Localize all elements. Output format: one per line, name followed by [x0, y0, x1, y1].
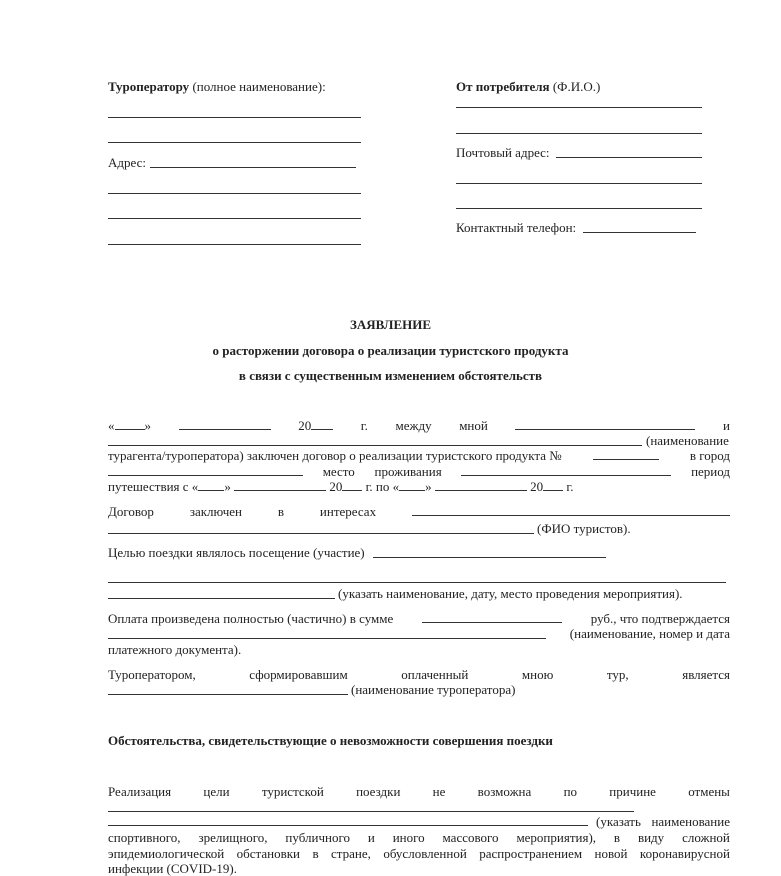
- sender-title: От потребителя: [456, 79, 550, 94]
- sender-postal-line-1[interactable]: [556, 157, 702, 158]
- word-me: мной: [459, 418, 488, 433]
- recipient-heading: [108, 79, 326, 94]
- trip-end-day-field[interactable]: [399, 479, 425, 491]
- tourists-fio-hint: (ФИО туристов).: [537, 521, 631, 536]
- recipient-address-line-2[interactable]: [108, 193, 361, 194]
- residence-field[interactable]: [461, 464, 671, 476]
- date-year: 20: [298, 418, 333, 433]
- to-city-label: в город: [689, 448, 730, 463]
- trip-purpose-label: Целью поездки являлось посещение (участие): [108, 545, 365, 560]
- payment-label: Оплата произведена полностью (частично) в сумме: [108, 611, 394, 626]
- para6-line-1: Реализация цели туристской поездки не возможна по причине отмены: [108, 784, 730, 799]
- agent-name-line[interactable]: [108, 445, 642, 446]
- date-year-field[interactable]: [311, 418, 333, 430]
- sender-name-line-2[interactable]: [456, 133, 702, 134]
- recipient-name-line-1[interactable]: [108, 117, 361, 118]
- recipient-address-line-3[interactable]: [108, 218, 361, 219]
- event-cancel-hint: (указать наименование: [596, 814, 730, 829]
- date-day-field[interactable]: [115, 418, 145, 430]
- event-cancel-field-2[interactable]: [108, 825, 588, 826]
- word-contract: Договор: [108, 504, 154, 519]
- payment-document-hint: (наименование, номер и дата: [569, 626, 730, 641]
- para6-line-4: эпидемиологической обстановки в стране, обусловленной распространением новой коронавирусной: [108, 846, 730, 861]
- trip-start-year-field[interactable]: [342, 479, 362, 491]
- operator-name-hint: (наименование туроператора): [351, 682, 516, 697]
- payment-document-hint-end: платежного документа).: [108, 642, 242, 657]
- applicant-name-field[interactable]: [515, 418, 695, 430]
- contract-text: турагента/туроператора) заключен договор о реализации туристского продукта №: [108, 448, 562, 463]
- event-details-hint: (указать наименование, дату, место проведения мероприятия).: [338, 586, 683, 601]
- sender-heading: [456, 79, 600, 94]
- para6-line-5: инфекции (COVID-19).: [108, 861, 237, 876]
- event-details-line-1[interactable]: [108, 582, 726, 583]
- date-day: « »: [108, 418, 151, 433]
- trip-end-month-field[interactable]: [435, 479, 527, 491]
- contract-number-field[interactable]: [593, 448, 659, 460]
- sender-postal-line-2[interactable]: [456, 183, 702, 184]
- operator-name-field[interactable]: [108, 694, 348, 695]
- word-period: период: [691, 464, 730, 479]
- recipient-title-hint: (полное наименование):: [189, 79, 326, 94]
- recipient-name-line-2[interactable]: [108, 142, 361, 143]
- year-suffix: г.: [360, 418, 368, 433]
- trip-start-month-field[interactable]: [234, 479, 326, 491]
- word-residence: проживания: [374, 464, 442, 479]
- para1-line-3: [108, 448, 730, 463]
- recipient-address-line-4[interactable]: [108, 244, 361, 245]
- para1-line-5: путешествия с « » 20 г. по « » 20 г.: [108, 479, 574, 494]
- para5-line-1: [108, 667, 730, 682]
- payment-confirm-text: руб., что подтверждается: [590, 611, 730, 626]
- word-formed: сформировавшим: [249, 667, 348, 682]
- city-field[interactable]: [108, 464, 303, 476]
- para2-line-1: [108, 504, 730, 519]
- sender-title-hint: (Ф.И.О.): [549, 79, 601, 94]
- word-between: между: [395, 418, 432, 433]
- para1-line-1: [108, 418, 730, 433]
- sender-phone-line[interactable]: [583, 232, 696, 233]
- payment-amount-field[interactable]: [422, 611, 562, 623]
- word-paid: оплаченный: [401, 667, 469, 682]
- sender-phone-label: Контактный телефон:: [456, 220, 577, 235]
- para1-line-4: [108, 464, 730, 479]
- trip-from-label: путешествия с «: [108, 479, 199, 494]
- trip-to-label: г. по «: [365, 479, 400, 494]
- agent-name-hint: (наименование: [646, 433, 729, 448]
- recipient-title: Туроператору: [108, 79, 190, 94]
- doc-subtitle-2: в связи с существенным изменением обстоятельств: [238, 368, 543, 383]
- word-and: и: [723, 418, 730, 433]
- word-tour: тур,: [606, 667, 629, 682]
- payment-document-field[interactable]: [108, 638, 546, 639]
- event-details-line-2[interactable]: [108, 598, 335, 599]
- word-by-me: мною: [521, 667, 554, 682]
- event-cancel-field-1[interactable]: [108, 811, 634, 812]
- word-is: является: [682, 667, 730, 682]
- date-month-field[interactable]: [179, 418, 271, 430]
- word-in: в: [277, 504, 285, 519]
- sender-postal-label: Почтовый адрес:: [456, 145, 550, 160]
- para6-line-3: спортивного, зрелищного, публичного и иного массового мероприятия), в виду сложной: [108, 830, 730, 845]
- sender-name-line-1[interactable]: [456, 107, 702, 108]
- beneficiaries-field-2[interactable]: [108, 533, 534, 534]
- para4-line-1: [108, 611, 730, 626]
- word-place: место: [322, 464, 355, 479]
- beneficiaries-field-1[interactable]: [412, 504, 730, 516]
- word-operator: Туроператором,: [108, 667, 196, 682]
- recipient-address-label: Адрес:: [108, 155, 146, 170]
- doc-title: ЗАЯВЛЕНИЕ: [349, 317, 432, 332]
- doc-subtitle-1: о расторжении договора о реализации туристского продукта: [212, 343, 569, 358]
- word-interests: интересах: [319, 504, 377, 519]
- trip-purpose-field[interactable]: [373, 557, 606, 558]
- section-heading: Обстоятельства, свидетельствующие о невозможности совершения поездки: [108, 733, 553, 748]
- word-concluded: заключен: [189, 504, 243, 519]
- recipient-address-line-1[interactable]: [150, 167, 356, 168]
- trip-start-day-field[interactable]: [198, 479, 224, 491]
- trip-end-year-field[interactable]: [543, 479, 563, 491]
- sender-postal-line-3[interactable]: [456, 208, 702, 209]
